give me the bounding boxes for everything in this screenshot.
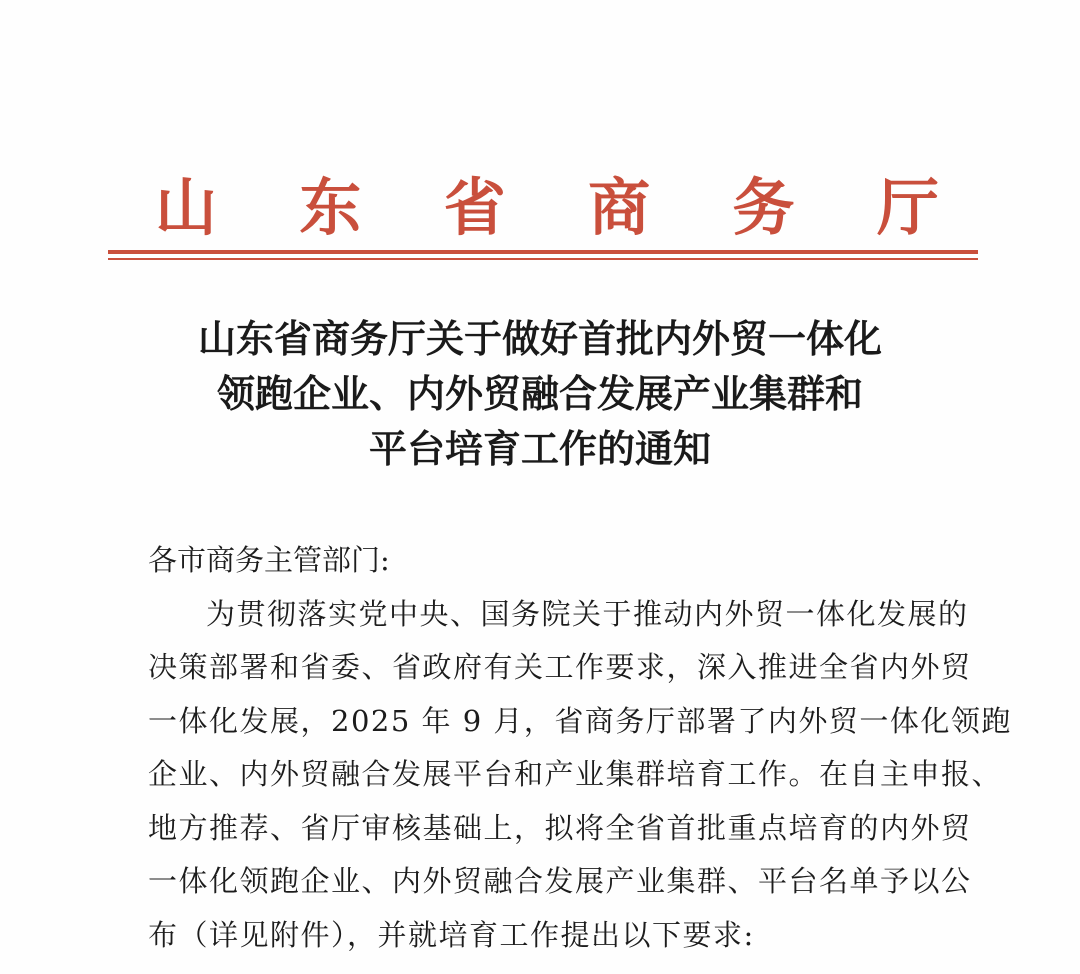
document-title (100, 312, 980, 477)
title-line: 平台培育工作的通知 (368, 427, 711, 471)
paragraph-line: 为贯彻落实党中央、国务院关于推动内外贸一体化发展的 (206, 596, 969, 631)
document-body (148, 534, 1012, 962)
paragraph-line: 布（详见附件），并就培育工作提出以下要求: (148, 917, 755, 952)
masthead-char: 厅 (876, 171, 939, 244)
salutation: 各市商务主管部门: (148, 543, 390, 577)
masthead (108, 172, 978, 244)
title-line: 山东省商务厅关于做好首批内外贸一体化 (197, 317, 882, 361)
paragraph-line: 地方推荐、省厅审核基础上，拟将全省首批重点培育的内外贸 (148, 810, 972, 845)
title-line: 领跑企业、内外贸融合发展产业集群和 (216, 372, 863, 416)
paragraph-line: 决策部署和省委、省政府有关工作要求，深入推进全省内外贸 (148, 650, 972, 684)
masthead-rule-thick (108, 250, 978, 254)
masthead-char: 山 (154, 171, 217, 244)
masthead-char: 商 (588, 171, 651, 244)
masthead-char: 省 (443, 171, 506, 244)
masthead-rule-thin (108, 258, 978, 260)
masthead-char: 东 (299, 171, 362, 244)
paragraph-line: 企业、内外贸融合发展平台和产业集群培育工作。在自主申报、 (148, 757, 1003, 791)
paragraph-line: 一体化发展，2025 年 9 月，省商务厅部署了内外贸一体化领跑 (148, 703, 1012, 738)
paragraph-line: 一体化领跑企业、内外贸融合发展产业集群、平台名单予以公 (148, 864, 972, 898)
masthead-char: 务 (732, 171, 795, 244)
